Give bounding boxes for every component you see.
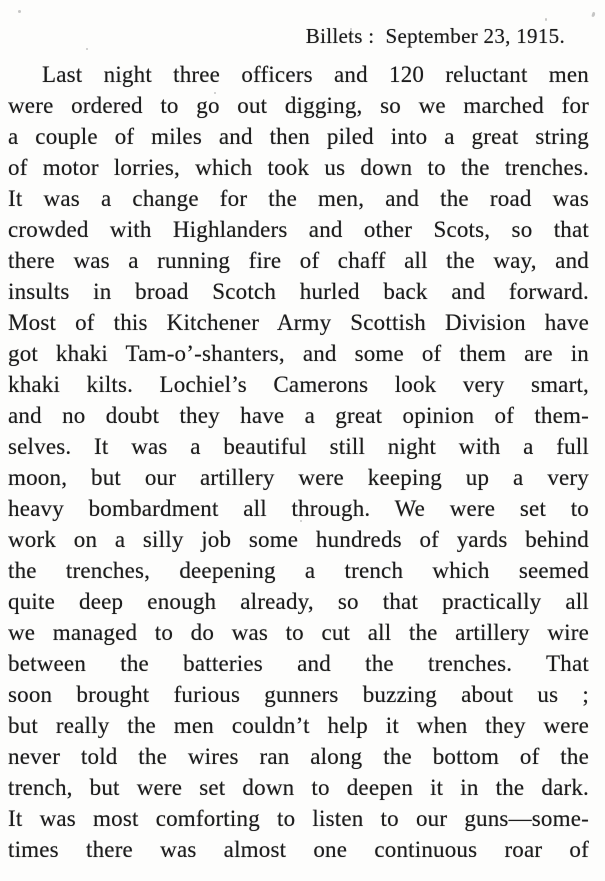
scan-speck <box>470 168 472 170</box>
text-line: were ordered to go out digging, so we marched for <box>8 93 589 118</box>
text-line: we managed to do was to cut all the artillery wire <box>8 620 589 645</box>
text-line: It was most comforting to listen to our guns—some- <box>8 806 589 831</box>
text-line: Most of this Kitchener Army Scottish Division have <box>8 310 589 335</box>
scan-speck <box>591 12 595 18</box>
text-line: heavy bombardment all through. We were set to <box>8 496 589 521</box>
text-line: of motor lorries, which took us down to the trenches. <box>8 155 589 180</box>
text-line: moon, but our artillery were keeping up a very <box>8 465 589 490</box>
scan-speck <box>86 48 88 50</box>
text-line: khaki kilts. Lochiel’s Camerons look very smart, <box>8 372 589 397</box>
text-line: soon brought furious gunners buzzing about us ; <box>8 682 589 707</box>
text-line: trench, but were set down to deepen it in the dark. <box>8 775 589 800</box>
text-line: crowded with Highlanders and other Scots, so that <box>8 217 589 242</box>
text-line: insults in broad Scotch hurled back and forward. <box>8 279 589 304</box>
scan-speck <box>350 28 352 30</box>
text-line: quite deep enough already, so that practically all <box>8 589 589 614</box>
text-line: the trenches, deepening a trench which seemed <box>8 558 589 583</box>
scan-speck <box>545 18 547 21</box>
text-line: times there was almost one continuous roar of <box>8 837 589 862</box>
paragraph <box>8 59 589 865</box>
text-line: there was a running fire of chaff all the way, and <box>8 248 589 273</box>
text-line: a couple of miles and then piled into a great string <box>8 124 589 149</box>
running-head-date: Billets : September 23, 1915. <box>305 24 565 48</box>
text-line: selves. It was a beautiful still night with a full <box>8 434 589 459</box>
text-line: work on a silly job some hundreds of yards behind <box>8 527 589 552</box>
text-line: It was a change for the men, and the road was <box>8 186 589 211</box>
text-line: got khaki Tam-o’-shanters, and some of them are in <box>8 341 589 366</box>
scan-speck <box>300 520 302 522</box>
scan-speck <box>214 92 216 94</box>
scan-speck <box>18 10 21 13</box>
text-line: never told the wires ran along the bottom of the <box>8 744 589 769</box>
text-line: Last night three officers and 120 reluctant men <box>42 62 589 87</box>
text-line: between the batteries and the trenches. That <box>8 651 589 676</box>
text-line: but really the men couldn’t help it when they were <box>8 713 589 738</box>
text-line: and no doubt they have a great opinion of them- <box>8 403 589 428</box>
